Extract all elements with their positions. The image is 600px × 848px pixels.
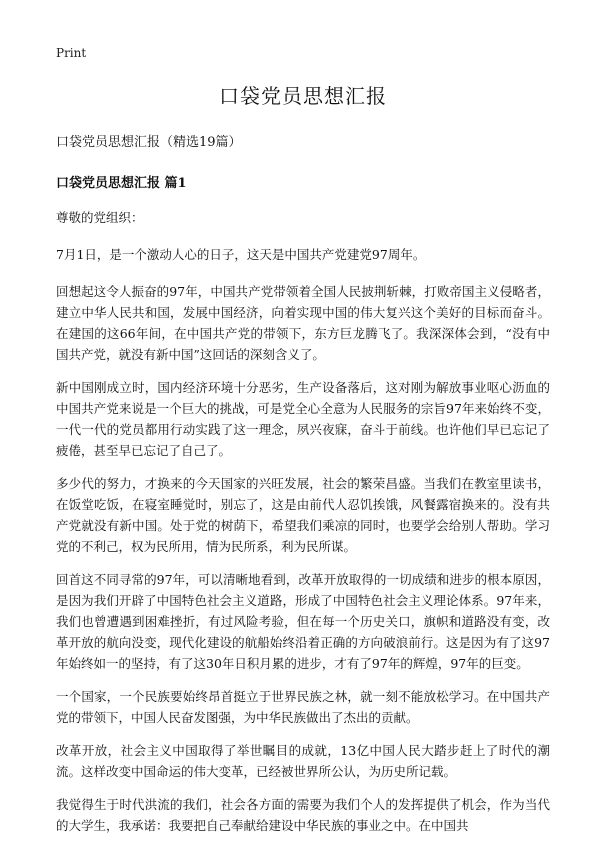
print-link[interactable]: Print: [56, 46, 87, 60]
paragraph: 回想起这令人振奋的97年，中国共产党带领着全国人民披荆斩棘，打败帝国主义侵略者，建立中华人民共和国，发展中国经济，向着实现中国的伟大复兴这个美好的目标而奋斗。在建国的这66年间，在中国共产党的带领下，东方巨龙腾飞了。我深深体会到，“没有中国共产党，就没有新中国”这回话的深刻含义了。: [56, 284, 550, 362]
paragraph: 多少代的努力，才换来的今天国家的兴旺发展，社会的繁荣昌盛。当我们在教室里读书，在饭堂吃饭，在寝室睡觉时，别忘了，这是由前代人忍饥挨饿，风餐露宿换来的。没有共产党就没有新中国。处于党的树荫下，希望我们乘凉的同时，也要学会给别人帮助。学习党的不利己，权为民所用，情为民所系，利为民所谋。: [56, 476, 550, 554]
document-subtitle: 口袋党员思想汇报（精选19篇）: [56, 135, 242, 150]
document-body: [56, 80, 550, 848]
paragraph: 7月1日，是一个激动人心的日子，这天是中国共产党建党97周年。: [56, 247, 426, 262]
paragraph: 新中国刚成立时，国内经济环境十分恶劣，生产设备落后，这对刚为解放事业呕心沥血的中国共产党来说是一个巨大的挑战，可是党全心全意为人民服务的宗旨97年来始终不变，一代一代的党员都用行动实践了这一理念，夙兴夜寐，奋斗于前线。也许他们早已忘记了疲倦，甚至早已忘记了自己了。: [56, 380, 550, 458]
paragraph: 改革开放，社会主义中国取得了举世瞩目的成就，13亿中国人民大踏步赶上了时代的潮流。这样改变中国命运的伟大变革，已经被世界所公认，为历史所记载。: [56, 743, 550, 779]
document-title: 口袋党员思想汇报: [219, 84, 387, 108]
paragraph: 一个国家，一个民族要始终昂首挺立于世界民族之林，就一刻不能放松学习。在中国共产党的带领下，中国人民奋发图强，为中华民族做出了杰出的贡献。: [56, 689, 550, 725]
paragraph: 回首这不同寻常的97年，可以清晰地看到，改革开放取得的一切成绩和进步的根本原因，是因为我们开辟了中国特色社会主义道路，形成了中国特色社会主义理论体系。97年来，我们也曾遭遇到困难挫折，有过风险考验，但在每一个历史关口，旗帜和道路没有变，改革开放的航向没变，现代化建设的航船始终沿着正确的方向破浪前行。这是因为有了这97年始终如一的坚持，有了这30年日积月累的进步，才有了97年的辉煌，97年的巨变。: [56, 572, 550, 671]
section-heading: 口袋党员思想汇报 篇1: [56, 176, 187, 191]
salutation: 尊敬的党组织：: [56, 210, 144, 225]
paragraph: 我觉得生于时代洪流的我们，社会各方面的需要为我们个人的发挥提供了机会，作为当代的大学生，我承诺：我要把自己奉献给建设中华民族的事业之中。在中国共: [56, 797, 550, 833]
